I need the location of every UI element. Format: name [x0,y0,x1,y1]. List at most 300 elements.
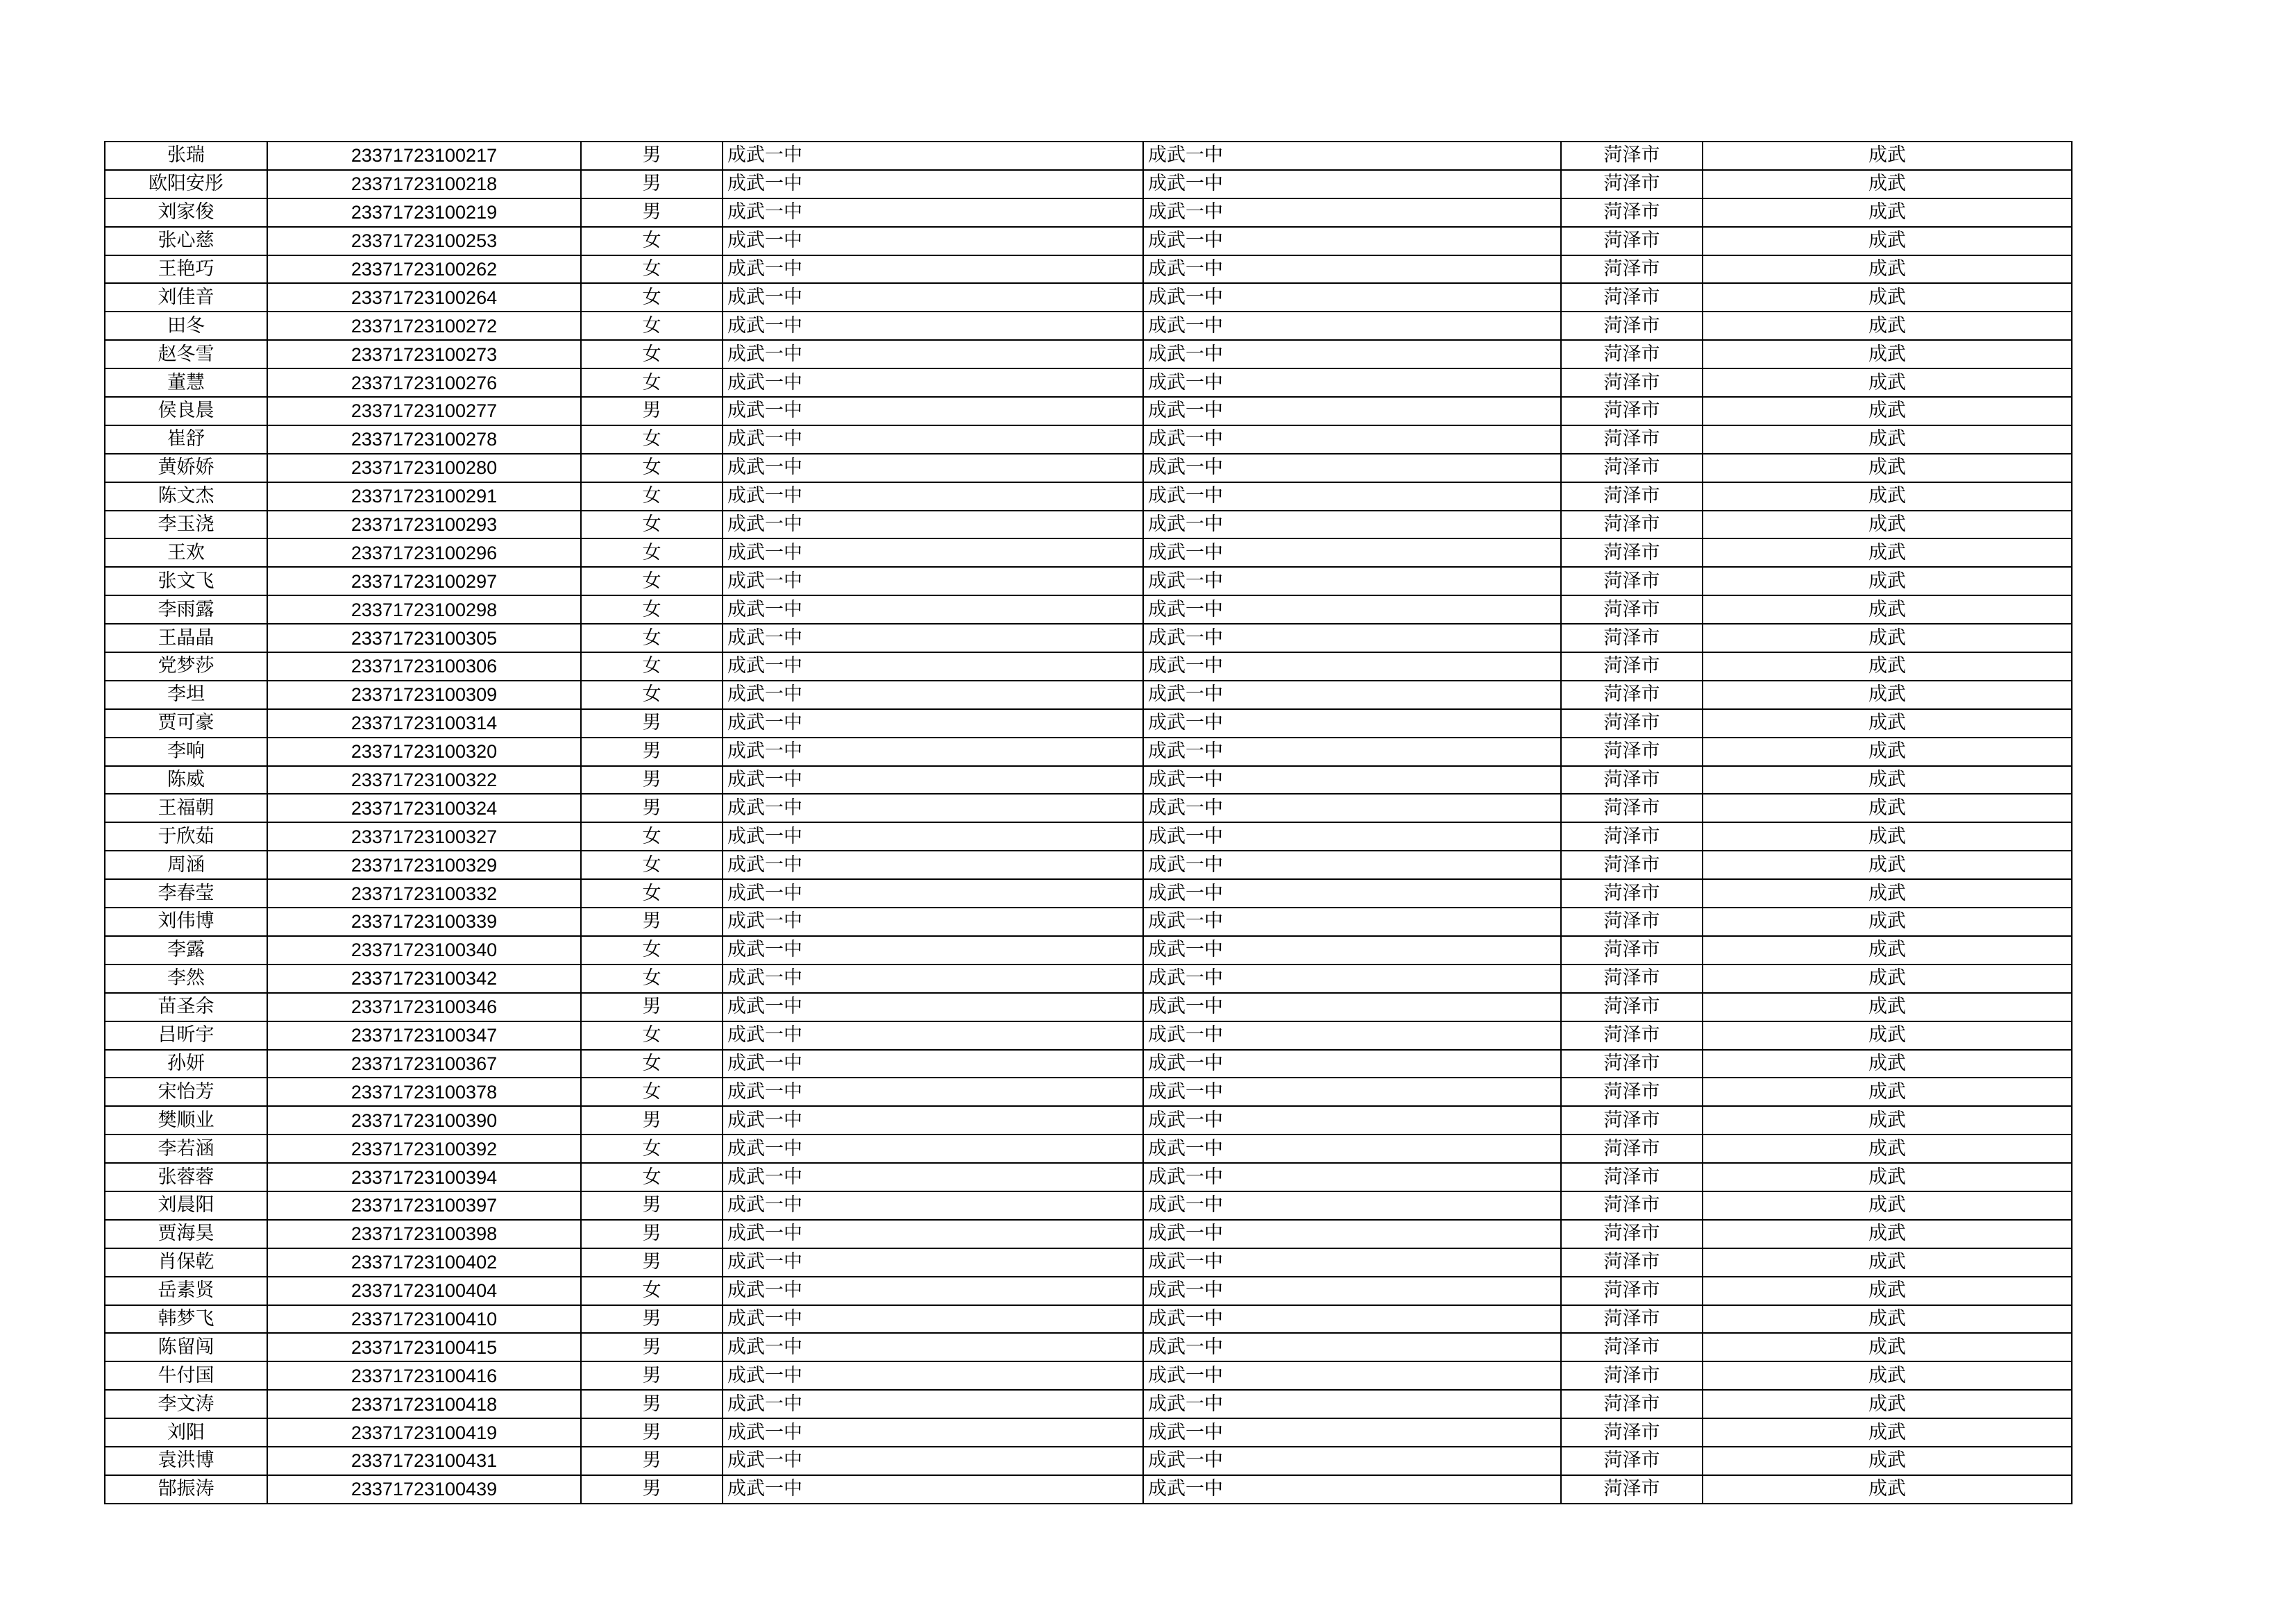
school-cell: 成武一中 [723,567,1143,595]
gender-cell: 男 [581,766,723,794]
student-id-cell: 23371723100431 [267,1447,581,1475]
student-id-cell: 23371723100346 [267,993,581,1021]
table-row [105,1305,2072,1334]
county-cell: 成武 [1703,794,2072,822]
county-cell: 成武 [1703,1475,2072,1504]
student-roster-table [104,141,2073,1504]
county-cell: 成武 [1703,1447,2072,1475]
county-cell: 成武 [1703,368,2072,397]
student-name-cell: 董慧 [105,368,267,397]
student-id-cell: 23371723100397 [267,1191,581,1220]
student-id-cell: 23371723100394 [267,1163,581,1191]
student-id-cell: 23371723100378 [267,1078,581,1106]
table-row [105,567,2072,595]
city-cell: 菏泽市 [1561,567,1703,595]
city-cell: 菏泽市 [1561,709,1703,738]
student-name-cell: 贾可豪 [105,709,267,738]
gender-cell: 男 [581,709,723,738]
student-name-cell: 贾海昊 [105,1220,267,1248]
county-cell: 成武 [1703,595,2072,624]
table-row [105,142,2072,170]
student-id-cell: 23371723100342 [267,965,581,993]
exam-school-cell: 成武一中 [1143,936,1561,965]
student-name-cell: 黄娇娇 [105,454,267,482]
county-cell: 成武 [1703,482,2072,511]
student-name-cell: 苗圣余 [105,993,267,1021]
student-id-cell: 23371723100217 [267,142,581,170]
county-cell: 成武 [1703,1418,2072,1447]
school-cell: 成武一中 [723,993,1143,1021]
student-id-cell: 23371723100272 [267,312,581,340]
exam-school-cell: 成武一中 [1143,1361,1561,1390]
gender-cell: 女 [581,595,723,624]
gender-cell: 女 [581,1050,723,1078]
exam-school-cell: 成武一中 [1143,851,1561,879]
gender-cell: 女 [581,567,723,595]
gender-cell: 女 [581,652,723,681]
exam-school-cell: 成武一中 [1143,511,1561,539]
city-cell: 菏泽市 [1561,851,1703,879]
city-cell: 菏泽市 [1561,936,1703,965]
school-cell: 成武一中 [723,454,1143,482]
county-cell: 成武 [1703,312,2072,340]
exam-school-cell: 成武一中 [1143,1248,1561,1277]
gender-cell: 女 [581,482,723,511]
county-cell: 成武 [1703,397,2072,425]
school-cell: 成武一中 [723,538,1143,567]
student-id-cell: 23371723100402 [267,1248,581,1277]
student-id-cell: 23371723100298 [267,595,581,624]
student-name-cell: 牛付国 [105,1361,267,1390]
exam-school-cell: 成武一中 [1143,397,1561,425]
county-cell: 成武 [1703,908,2072,936]
table-row [105,908,2072,936]
student-id-cell: 23371723100367 [267,1050,581,1078]
student-name-cell: 张蓉蓉 [105,1163,267,1191]
school-cell: 成武一中 [723,595,1143,624]
student-id-cell: 23371723100410 [267,1305,581,1334]
student-name-cell: 周涵 [105,851,267,879]
school-cell: 成武一中 [723,851,1143,879]
city-cell: 菏泽市 [1561,1475,1703,1504]
table-row [105,482,2072,511]
exam-school-cell: 成武一中 [1143,1305,1561,1334]
school-cell: 成武一中 [723,1248,1143,1277]
city-cell: 菏泽市 [1561,908,1703,936]
student-name-cell: 李雨露 [105,595,267,624]
exam-school-cell: 成武一中 [1143,879,1561,908]
school-cell: 成武一中 [723,1050,1143,1078]
gender-cell: 女 [581,851,723,879]
student-name-cell: 田冬 [105,312,267,340]
table-row [105,879,2072,908]
table-row [105,1078,2072,1106]
table-row [105,340,2072,368]
student-name-cell: 李坦 [105,681,267,709]
student-id-cell: 23371723100332 [267,879,581,908]
exam-school-cell: 成武一中 [1143,766,1561,794]
school-cell: 成武一中 [723,709,1143,738]
county-cell: 成武 [1703,879,2072,908]
county-cell: 成武 [1703,1248,2072,1277]
exam-school-cell: 成武一中 [1143,1135,1561,1163]
student-name-cell: 崔舒 [105,425,267,454]
school-cell: 成武一中 [723,482,1143,511]
student-name-cell: 郜振涛 [105,1475,267,1504]
city-cell: 菏泽市 [1561,227,1703,255]
student-name-cell: 孙妍 [105,1050,267,1078]
exam-school-cell: 成武一中 [1143,538,1561,567]
gender-cell: 男 [581,1475,723,1504]
student-name-cell: 袁洪博 [105,1447,267,1475]
table-row [105,312,2072,340]
student-id-cell: 23371723100340 [267,936,581,965]
gender-cell: 男 [581,198,723,227]
student-name-cell: 张瑞 [105,142,267,170]
city-cell: 菏泽市 [1561,766,1703,794]
exam-school-cell: 成武一中 [1143,1163,1561,1191]
student-name-cell: 赵冬雪 [105,340,267,368]
gender-cell: 女 [581,283,723,312]
exam-school-cell: 成武一中 [1143,340,1561,368]
school-cell: 成武一中 [723,1447,1143,1475]
gender-cell: 女 [581,1021,723,1050]
student-id-cell: 23371723100278 [267,425,581,454]
exam-school-cell: 成武一中 [1143,738,1561,766]
table-row [105,368,2072,397]
student-name-cell: 欧阳安彤 [105,170,267,198]
county-cell: 成武 [1703,1021,2072,1050]
city-cell: 菏泽市 [1561,1078,1703,1106]
student-id-cell: 23371723100398 [267,1220,581,1248]
county-cell: 成武 [1703,1277,2072,1305]
student-name-cell: 刘阳 [105,1418,267,1447]
gender-cell: 女 [581,822,723,851]
city-cell: 菏泽市 [1561,255,1703,284]
school-cell: 成武一中 [723,1305,1143,1334]
school-cell: 成武一中 [723,425,1143,454]
county-cell: 成武 [1703,1220,2072,1248]
student-name-cell: 刘佳音 [105,283,267,312]
city-cell: 菏泽市 [1561,652,1703,681]
school-cell: 成武一中 [723,936,1143,965]
county-cell: 成武 [1703,255,2072,284]
exam-school-cell: 成武一中 [1143,1106,1561,1135]
student-name-cell: 张心慈 [105,227,267,255]
exam-school-cell: 成武一中 [1143,227,1561,255]
school-cell: 成武一中 [723,312,1143,340]
school-cell: 成武一中 [723,1333,1143,1361]
gender-cell: 女 [581,425,723,454]
county-cell: 成武 [1703,1078,2072,1106]
exam-school-cell: 成武一中 [1143,1050,1561,1078]
student-name-cell: 陈文杰 [105,482,267,511]
school-cell: 成武一中 [723,1106,1143,1135]
school-cell: 成武一中 [723,283,1143,312]
student-id-cell: 23371723100418 [267,1390,581,1418]
student-name-cell: 王晶晶 [105,624,267,652]
student-id-cell: 23371723100327 [267,822,581,851]
school-cell: 成武一中 [723,652,1143,681]
county-cell: 成武 [1703,538,2072,567]
table-row [105,198,2072,227]
city-cell: 菏泽市 [1561,368,1703,397]
table-row [105,595,2072,624]
school-cell: 成武一中 [723,681,1143,709]
county-cell: 成武 [1703,283,2072,312]
table-row [105,766,2072,794]
county-cell: 成武 [1703,965,2072,993]
gender-cell: 男 [581,1305,723,1334]
city-cell: 菏泽市 [1561,794,1703,822]
gender-cell: 女 [581,965,723,993]
gender-cell: 女 [581,255,723,284]
city-cell: 菏泽市 [1561,738,1703,766]
county-cell: 成武 [1703,738,2072,766]
city-cell: 菏泽市 [1561,879,1703,908]
exam-school-cell: 成武一中 [1143,454,1561,482]
county-cell: 成武 [1703,198,2072,227]
exam-school-cell: 成武一中 [1143,1220,1561,1248]
school-cell: 成武一中 [723,766,1143,794]
student-name-cell: 李露 [105,936,267,965]
school-cell: 成武一中 [723,227,1143,255]
city-cell: 菏泽市 [1561,1390,1703,1418]
exam-school-cell: 成武一中 [1143,908,1561,936]
city-cell: 菏泽市 [1561,1021,1703,1050]
school-cell: 成武一中 [723,1418,1143,1447]
exam-school-cell: 成武一中 [1143,993,1561,1021]
student-id-cell: 23371723100439 [267,1475,581,1504]
student-name-cell: 李春莹 [105,879,267,908]
exam-school-cell: 成武一中 [1143,283,1561,312]
student-name-cell: 吕昕宇 [105,1021,267,1050]
exam-school-cell: 成武一中 [1143,198,1561,227]
gender-cell: 男 [581,738,723,766]
county-cell: 成武 [1703,1106,2072,1135]
city-cell: 菏泽市 [1561,822,1703,851]
table-row [105,1163,2072,1191]
gender-cell: 男 [581,1447,723,1475]
table-row [105,822,2072,851]
gender-cell: 女 [581,312,723,340]
student-id-cell: 23371723100347 [267,1021,581,1050]
county-cell: 成武 [1703,822,2072,851]
city-cell: 菏泽市 [1561,1333,1703,1361]
gender-cell: 男 [581,1248,723,1277]
school-cell: 成武一中 [723,198,1143,227]
table-row [105,511,2072,539]
school-cell: 成武一中 [723,908,1143,936]
gender-cell: 男 [581,397,723,425]
school-cell: 成武一中 [723,1390,1143,1418]
student-id-cell: 23371723100264 [267,283,581,312]
city-cell: 菏泽市 [1561,965,1703,993]
student-name-cell: 王艳巧 [105,255,267,284]
school-cell: 成武一中 [723,879,1143,908]
table-row [105,1191,2072,1220]
city-cell: 菏泽市 [1561,1163,1703,1191]
city-cell: 菏泽市 [1561,142,1703,170]
gender-cell: 女 [581,936,723,965]
gender-cell: 男 [581,170,723,198]
student-id-cell: 23371723100306 [267,652,581,681]
student-id-cell: 23371723100314 [267,709,581,738]
table-row [105,993,2072,1021]
gender-cell: 女 [581,1078,723,1106]
gender-cell: 女 [581,368,723,397]
exam-school-cell: 成武一中 [1143,368,1561,397]
county-cell: 成武 [1703,1191,2072,1220]
student-name-cell: 李然 [105,965,267,993]
exam-school-cell: 成武一中 [1143,1021,1561,1050]
table-row [105,1361,2072,1390]
county-cell: 成武 [1703,681,2072,709]
city-cell: 菏泽市 [1561,993,1703,1021]
county-cell: 成武 [1703,511,2072,539]
gender-cell: 男 [581,1220,723,1248]
school-cell: 成武一中 [723,1135,1143,1163]
city-cell: 菏泽市 [1561,482,1703,511]
school-cell: 成武一中 [723,1361,1143,1390]
city-cell: 菏泽市 [1561,397,1703,425]
table-row [105,1333,2072,1361]
table-row [105,397,2072,425]
table-row [105,709,2072,738]
school-cell: 成武一中 [723,255,1143,284]
student-id-cell: 23371723100280 [267,454,581,482]
city-cell: 菏泽市 [1561,312,1703,340]
roster-body [105,142,2072,1504]
exam-school-cell: 成武一中 [1143,681,1561,709]
student-id-cell: 23371723100320 [267,738,581,766]
student-name-cell: 李玉浇 [105,511,267,539]
student-id-cell: 23371723100305 [267,624,581,652]
school-cell: 成武一中 [723,822,1143,851]
gender-cell: 男 [581,1361,723,1390]
student-name-cell: 韩梦飞 [105,1305,267,1334]
exam-school-cell: 成武一中 [1143,312,1561,340]
exam-school-cell: 成武一中 [1143,822,1561,851]
school-cell: 成武一中 [723,340,1143,368]
table-row [105,1390,2072,1418]
table-row [105,227,2072,255]
student-name-cell: 刘晨阳 [105,1191,267,1220]
student-name-cell: 刘家俊 [105,198,267,227]
county-cell: 成武 [1703,454,2072,482]
student-id-cell: 23371723100339 [267,908,581,936]
student-id-cell: 23371723100324 [267,794,581,822]
county-cell: 成武 [1703,142,2072,170]
table-row [105,681,2072,709]
county-cell: 成武 [1703,936,2072,965]
student-id-cell: 23371723100392 [267,1135,581,1163]
exam-school-cell: 成武一中 [1143,1447,1561,1475]
exam-school-cell: 成武一中 [1143,255,1561,284]
school-cell: 成武一中 [723,624,1143,652]
student-id-cell: 23371723100404 [267,1277,581,1305]
county-cell: 成武 [1703,766,2072,794]
county-cell: 成武 [1703,1163,2072,1191]
gender-cell: 女 [581,511,723,539]
school-cell: 成武一中 [723,1163,1143,1191]
exam-school-cell: 成武一中 [1143,142,1561,170]
county-cell: 成武 [1703,1390,2072,1418]
table-row [105,283,2072,312]
city-cell: 菏泽市 [1561,170,1703,198]
school-cell: 成武一中 [723,1191,1143,1220]
exam-school-cell: 成武一中 [1143,482,1561,511]
student-id-cell: 23371723100419 [267,1418,581,1447]
city-cell: 菏泽市 [1561,1191,1703,1220]
gender-cell: 男 [581,908,723,936]
table-row [105,1135,2072,1163]
exam-school-cell: 成武一中 [1143,1333,1561,1361]
student-name-cell: 岳素贤 [105,1277,267,1305]
school-cell: 成武一中 [723,142,1143,170]
county-cell: 成武 [1703,425,2072,454]
city-cell: 菏泽市 [1561,681,1703,709]
exam-school-cell: 成武一中 [1143,652,1561,681]
city-cell: 菏泽市 [1561,1418,1703,1447]
table-row [105,851,2072,879]
school-cell: 成武一中 [723,965,1143,993]
school-cell: 成武一中 [723,1021,1143,1050]
exam-school-cell: 成武一中 [1143,1277,1561,1305]
student-name-cell: 刘伟博 [105,908,267,936]
school-cell: 成武一中 [723,738,1143,766]
student-name-cell: 王欢 [105,538,267,567]
county-cell: 成武 [1703,340,2072,368]
table-row [105,454,2072,482]
table-row [105,1277,2072,1305]
student-name-cell: 宋怡芳 [105,1078,267,1106]
table-row [105,652,2072,681]
school-cell: 成武一中 [723,368,1143,397]
table-row [105,1106,2072,1135]
city-cell: 菏泽市 [1561,1305,1703,1334]
city-cell: 菏泽市 [1561,624,1703,652]
table-row [105,425,2072,454]
city-cell: 菏泽市 [1561,1277,1703,1305]
city-cell: 菏泽市 [1561,425,1703,454]
student-name-cell: 肖保乾 [105,1248,267,1277]
county-cell: 成武 [1703,709,2072,738]
county-cell: 成武 [1703,1050,2072,1078]
school-cell: 成武一中 [723,170,1143,198]
student-name-cell: 侯良晨 [105,397,267,425]
gender-cell: 女 [581,1163,723,1191]
county-cell: 成武 [1703,851,2072,879]
table-row [105,255,2072,284]
gender-cell: 男 [581,1106,723,1135]
gender-cell: 女 [581,879,723,908]
student-id-cell: 23371723100277 [267,397,581,425]
gender-cell: 男 [581,1390,723,1418]
gender-cell: 女 [581,340,723,368]
city-cell: 菏泽市 [1561,595,1703,624]
student-id-cell: 23371723100296 [267,538,581,567]
student-name-cell: 张文飞 [105,567,267,595]
student-id-cell: 23371723100253 [267,227,581,255]
city-cell: 菏泽市 [1561,198,1703,227]
student-name-cell: 李文涛 [105,1390,267,1418]
school-cell: 成武一中 [723,1220,1143,1248]
city-cell: 菏泽市 [1561,1447,1703,1475]
student-name-cell: 党梦莎 [105,652,267,681]
exam-school-cell: 成武一中 [1143,1475,1561,1504]
county-cell: 成武 [1703,652,2072,681]
